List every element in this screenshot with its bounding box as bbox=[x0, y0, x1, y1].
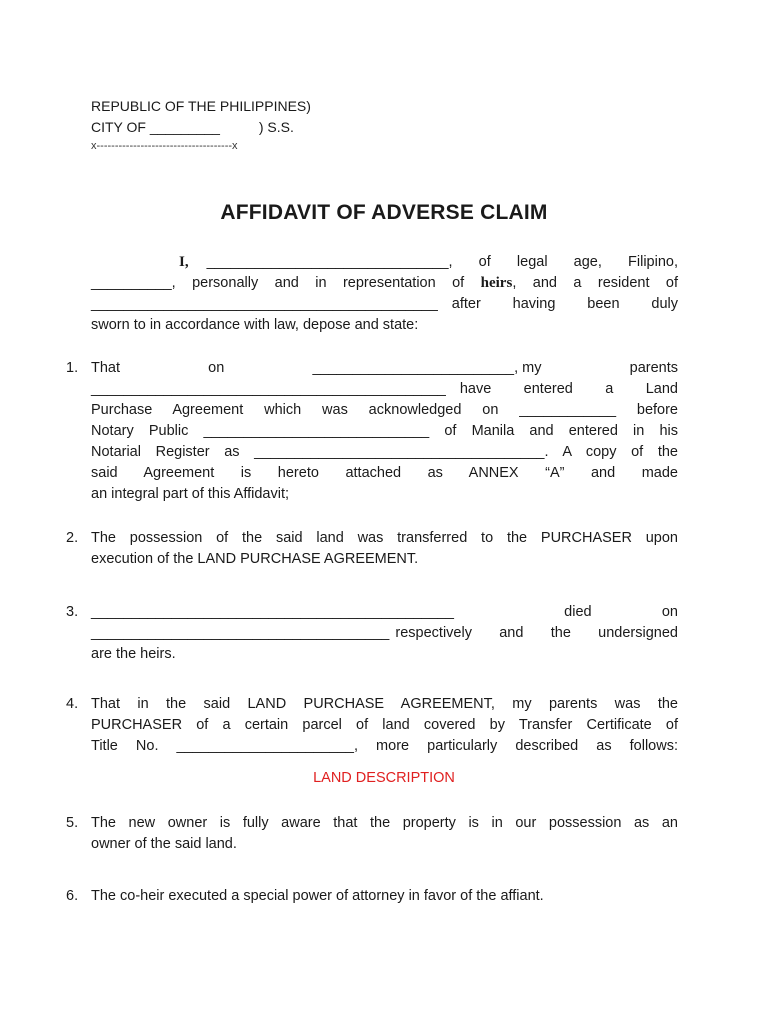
item-number: 3. bbox=[66, 604, 79, 620]
item1-line5: Notarial Register as ____________________________________. A copy of the bbox=[91, 444, 678, 460]
item1-line7: an integral part of this Affidavit; bbox=[91, 486, 290, 502]
item3-blank: _____________________________________________ bbox=[91, 604, 454, 620]
intro-heirs: heirs bbox=[480, 275, 513, 291]
item2-line1: The possession of the said land was transferred to the PURCHASER upon bbox=[91, 530, 678, 546]
list-item bbox=[66, 694, 678, 757]
list-item bbox=[66, 813, 678, 855]
item3-on: on bbox=[661, 604, 678, 620]
caption-city: CITY OF _________ ) S.S. bbox=[91, 119, 294, 135]
item-number: 5. bbox=[66, 815, 79, 831]
intro-i: I, bbox=[179, 254, 189, 270]
list-item bbox=[66, 886, 678, 907]
list-item bbox=[66, 528, 678, 570]
intro-line3-text: after having been duly bbox=[451, 296, 678, 312]
item5-line1: The new owner is fully aware that the property is in our possession as an bbox=[91, 815, 678, 831]
item3-line3: are the heirs. bbox=[91, 646, 176, 662]
list-item bbox=[66, 602, 678, 665]
item-number: 2. bbox=[66, 530, 79, 546]
caption-block bbox=[91, 96, 311, 154]
item3-respectively: respectively and the undersigned bbox=[395, 625, 678, 641]
item1-blank: ____________________________________________ bbox=[91, 381, 446, 397]
intro-line4: sworn to in accordance with law, depose and state: bbox=[91, 317, 419, 333]
item3-blank2: _____________________________________ bbox=[91, 625, 390, 641]
item1-date-blank: _________________________, my bbox=[312, 360, 542, 376]
item4-line2: PURCHASER of a certain parcel of land covered by Transfer Certificate of bbox=[91, 717, 678, 733]
list-item bbox=[66, 358, 678, 505]
item1-on: on bbox=[208, 360, 225, 376]
item4-line1: That in the said LAND PURCHASE AGREEMENT, my parents was the bbox=[91, 696, 678, 712]
item1-line6: said Agreement is hereto attached as ANNEX “A” and made bbox=[91, 465, 678, 481]
item1-that: That bbox=[91, 360, 121, 376]
item-number: 6. bbox=[66, 888, 79, 904]
item1-parents: parents bbox=[629, 360, 678, 376]
item3-died: died bbox=[564, 604, 592, 620]
item-number: 1. bbox=[66, 360, 79, 376]
intro-paragraph bbox=[91, 252, 678, 336]
item1-land: have entered a Land bbox=[459, 381, 678, 397]
item4-line3: Title No. ______________________, more particularly described as follows: bbox=[91, 738, 678, 754]
land-description-heading: LAND DESCRIPTION bbox=[313, 770, 455, 786]
item1-line3: Purchase Agreement which was acknowledged on ____________ before bbox=[91, 402, 678, 418]
document-title: AFFIDAVIT OF ADVERSE CLAIM bbox=[220, 201, 548, 224]
item6-line1: The co-heir executed a special power of attorney in favor of the affiant. bbox=[91, 888, 544, 904]
intro-line2-a: __________, personally and in representation of heirs, and a resident of bbox=[91, 275, 679, 291]
item2-line2: execution of the LAND PURCHASE AGREEMENT. bbox=[91, 551, 419, 567]
intro-line3-blank: ___________________________________________ bbox=[91, 296, 438, 312]
item5-line2: owner of the said land. bbox=[91, 836, 237, 852]
intro-line1: ______________________________, of legal age, Filipino, bbox=[206, 254, 678, 270]
caption-republic: REPUBLIC OF THE PHILIPPINES) bbox=[91, 98, 311, 114]
item1-line4: Notary Public ____________________________ of Manila and entered in his bbox=[91, 423, 678, 439]
item-number: 4. bbox=[66, 696, 79, 712]
caption-separator: x-------------------------------------x bbox=[91, 140, 238, 152]
